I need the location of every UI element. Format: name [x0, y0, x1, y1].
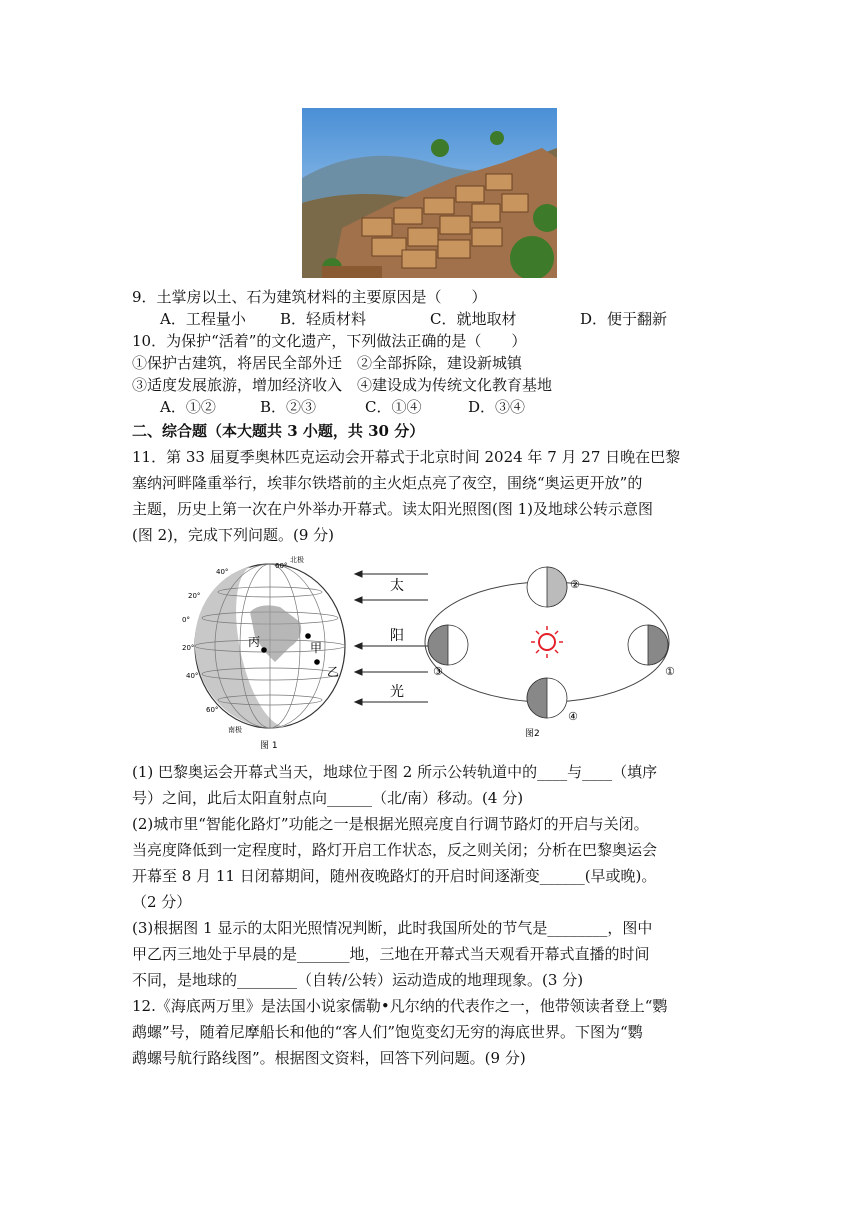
q11-line-4: (图 2)，完成下列问题。(9 分): [132, 526, 335, 544]
section-heading: 二、综合题（本大题共 3 小题，共 30 分）: [132, 422, 425, 440]
q9-option-c[interactable]: C．就地取材: [430, 310, 517, 328]
q10-option-d[interactable]: D．③④: [468, 398, 526, 416]
q12-line-3: 鹉螺号航行路线图”。根据图文资料，回答下列问题。(9 分): [132, 1049, 526, 1067]
q11-p2-line-3: 开幕至 8 月 11 日闭幕期间，随州夜晚路灯的开启时间逐渐变______(早或晚)。: [132, 867, 657, 885]
q9-option-b[interactable]: B．轻质材料: [280, 310, 367, 328]
svg-text:0°: 0°: [182, 616, 190, 624]
svg-text:20°: 20°: [182, 644, 195, 652]
q12-line-2: 鹉螺”号，随着尼摩船长和他的“客人们”饱览变幻无穷的海底世界。下图为“鹦: [132, 1023, 643, 1041]
q11-p2-line-4: （2 分）: [132, 893, 192, 911]
orbit-position-4: ④: [568, 710, 578, 723]
q11-line-1: 11．第 33 届夏季奥林匹克运动会开幕式于北京时间 2024 年 7 月 27 日晚在巴黎: [132, 448, 681, 466]
q11-p3-line-2: 甲乙丙三地处于早晨的是_______地，三地在开幕式当天观看开幕式直播的时间: [132, 945, 650, 963]
south-pole-label: 南极: [228, 726, 242, 734]
q11-line-3: 主题，历史上第一次在户外举办开幕式。读太阳光照图(图 1)及地球公转示意图: [132, 500, 654, 518]
svg-text:20°: 20°: [188, 592, 201, 600]
q9-stem: 9．土掌房以土、石为建筑材料的主要原因是（ ）: [132, 288, 487, 306]
fig2-caption: 图2: [525, 729, 540, 739]
figure-1-and-2: [180, 552, 680, 752]
svg-text:60°: 60°: [275, 562, 288, 570]
place-jia: 甲: [310, 641, 323, 655]
q10-option-a[interactable]: A．①②: [160, 398, 216, 416]
north-pole-label: 北极: [290, 556, 304, 564]
q10-stem: 10．为保护“活着”的文化遗产，下列做法正确的是（ ）: [132, 332, 527, 350]
q11-p3-line-1: (3)根据图 1 显示的太阳光照情况判断，此时我国所处的节气是________，图中: [132, 919, 653, 937]
q11-p1-line-2: 号）之间，此后太阳直射点向______（北/南）移动。(4 分): [132, 789, 524, 807]
sun-char-2: 阳: [390, 628, 404, 644]
orbit-position-2: ②: [570, 578, 580, 591]
globe-figure-1: [180, 555, 345, 742]
q10-item-1: ①保护古建筑，将居民全部外迁 ②全部拆除，建设新城镇: [132, 354, 523, 372]
q12-line-1: 12.《海底两万里》是法国小说家儒勒•凡尔纳的代表作之一，他带领读者登上“鹦: [132, 997, 668, 1015]
sun-char-1: 太: [390, 578, 404, 594]
q11-p3-line-3: 不同，是地球的________（自转/公转）运动造成的地理现象。(3 分): [132, 971, 584, 989]
sun-icon: [531, 626, 563, 658]
sun-char-3: 光: [390, 684, 404, 700]
q11-p2-line-2: 当亮度降低到一定程度时，路灯开启工作状态，反之则关闭；分析在巴黎奥运会: [132, 841, 658, 859]
fig1-caption: 图 1: [260, 741, 278, 751]
q9-option-d[interactable]: D．便于翻新: [580, 310, 668, 328]
orbit-figure-2: [425, 567, 675, 739]
q11-p2-line-1: (2)城市里“智能化路灯”功能之一是根据光照亮度自行调节路灯的开启与关闭。: [132, 815, 649, 833]
place-bing: 丙: [248, 635, 261, 649]
svg-text:40°: 40°: [216, 568, 229, 576]
q11-p1-line-1: (1) 巴黎奥运会开幕式当天，地球位于图 2 所示公转轨道中的____与____（填序: [132, 763, 658, 781]
orbit-position-3: ③: [433, 665, 443, 678]
svg-text:40°: 40°: [186, 672, 199, 680]
q11-line-2: 塞纳河畔隆重举行，埃菲尔铁塔前的主火炬点亮了夜空，围绕“奥运更开放”的: [132, 474, 643, 492]
q10-option-b[interactable]: B．②③: [260, 398, 317, 416]
svg-text:60°: 60°: [206, 706, 219, 714]
q9-option-a[interactable]: A．工程量小: [160, 310, 246, 328]
q10-item-2: ③适度发展旅游，增加经济收入 ④建设成为传统文化教育基地: [132, 376, 553, 394]
earth-houses-photo: [302, 108, 557, 278]
q10-option-c[interactable]: C．①④: [365, 398, 422, 416]
orbit-position-1: ①: [665, 665, 675, 678]
place-yi: 乙: [327, 665, 340, 679]
